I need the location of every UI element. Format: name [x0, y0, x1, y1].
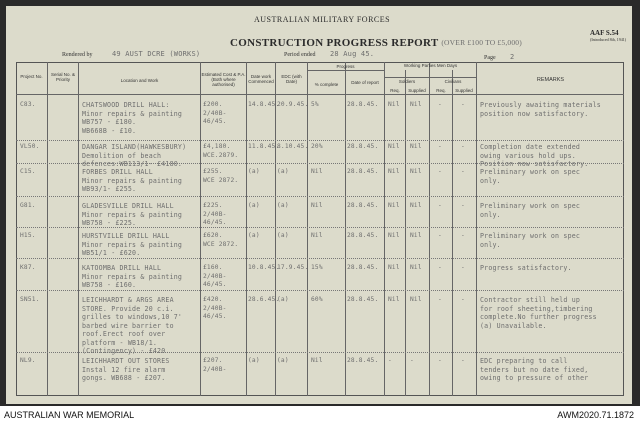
- col-header-progress: Progress: [336, 64, 355, 69]
- col-header-edc: EDC (with Date): [281, 74, 302, 84]
- col-header-working-parties: Working Parties Men Days: [403, 63, 458, 68]
- col-divider: [47, 62, 48, 396]
- row-separator: [16, 258, 624, 259]
- civilians-req-cell: -: [438, 264, 442, 271]
- date-of-report-cell: 28.8.45.: [347, 101, 379, 108]
- civilians-supplied-cell: -: [461, 264, 465, 271]
- col-divider: [452, 70, 453, 396]
- col-divider: [307, 62, 308, 396]
- civilians-req-cell: -: [438, 101, 442, 108]
- percent-complete-cell: Nil: [311, 232, 323, 239]
- percent-complete-cell: Nil: [311, 202, 323, 209]
- location-and-work-cell: GLADESVILLE DRILL HALL Minor repairs & painting WB758 - £225.: [82, 202, 183, 227]
- estimate-cell: £207. 2/40B-: [203, 357, 227, 373]
- civilians-req-cell: -: [438, 296, 442, 303]
- rendered-by-value: 49 AUST DCRE (WORKS): [112, 50, 201, 58]
- estimate-cell: £160. 2/40B- 46/45.: [203, 264, 227, 288]
- date-of-report-cell: 28.8.45.: [347, 357, 379, 364]
- location-and-work-cell: KATOOMBA DRILL HALL Minor repairs & painting WB758 - £160.: [82, 264, 183, 289]
- remarks-cell: Previously awaiting materials position now satisfactory.: [480, 101, 601, 118]
- rendered-by-label: Rendered by: [62, 52, 93, 58]
- edc-cell: (a): [277, 357, 289, 364]
- col-divider: [429, 62, 430, 396]
- date-commenced-cell: 14.8.45.: [248, 101, 280, 108]
- remarks-cell: Completion date extended owing various hold ups. Position now satisfactory.: [480, 143, 589, 168]
- date-of-report-cell: 28.8.45.: [347, 168, 379, 175]
- header-subline: [384, 77, 476, 78]
- percent-complete-cell: 60%: [311, 296, 323, 303]
- estimate-cell: £420. 2/40B- 46/45.: [203, 296, 227, 320]
- soldiers-req-cell: Nil: [388, 168, 400, 175]
- page-value: 2: [510, 53, 515, 61]
- civilians-supplied-cell: -: [461, 143, 465, 150]
- footer-accession: AWM2020.71.1872: [557, 410, 634, 420]
- remarks-cell: Contractor still held up for roof sheeting,timbering complete.No further progress (a) Unavailable.: [480, 296, 597, 330]
- civilians-req-cell: -: [438, 357, 442, 364]
- date-commenced-cell: (a): [248, 168, 260, 175]
- soldiers-supplied-cell: Nil: [410, 264, 422, 271]
- col-header-soldiers-supplied: Supplied: [408, 88, 426, 93]
- date-commenced-cell: 28.6.45.: [248, 296, 280, 303]
- report-title: CONSTRUCTION PROGRESS REPORT (OVER £100 TO £5,000): [230, 37, 522, 49]
- estimate-cell: £255. WCE 2872.: [203, 168, 239, 184]
- row-separator: [16, 140, 624, 141]
- soldiers-req-cell: Nil: [388, 264, 400, 271]
- soldiers-req-cell: Nil: [388, 296, 400, 303]
- project-no-cell: SN51.: [20, 296, 40, 303]
- form-intro: (Introduced 8th, 1941): [590, 37, 627, 42]
- location-and-work-cell: DANGAR ISLAND(HAWKESBURY) Demolition of beach defences:WB113/1- £4180.: [82, 143, 187, 168]
- col-header-civilians-supplied: Supplied: [455, 88, 473, 93]
- remarks-cell: Preliminary work on spec only.: [480, 168, 581, 185]
- project-no-cell: C15.: [20, 168, 36, 175]
- col-header-date-report: Date of report: [351, 80, 379, 85]
- col-header-civilians-req: Req.: [436, 88, 446, 93]
- project-no-cell: K87.: [20, 264, 36, 271]
- soldiers-supplied-cell: Nil: [410, 296, 422, 303]
- date-of-report-cell: 28.8.45.: [347, 264, 379, 271]
- estimate-cell: £620. WCE 2872.: [203, 232, 239, 248]
- civilians-supplied-cell: -: [461, 202, 465, 209]
- date-commenced-cell: (a): [248, 232, 260, 239]
- project-no-cell: NL9.: [20, 357, 36, 364]
- location-and-work-cell: LEICHHARDT & ARGS AREA STORE. Provide 20 c.i. grilles to windows,10 7' barbed wire barrier to roof.Erect roof over platform - WB18/1. (Contingency) - £420.: [82, 296, 183, 355]
- header-subline: [307, 70, 384, 71]
- organisation-heading: AUSTRALIAN MILITARY FORCES: [254, 15, 391, 24]
- date-of-report-cell: 28.8.45.: [347, 202, 379, 209]
- percent-complete-cell: 5%: [311, 101, 319, 108]
- col-header-remarks: REMARKS: [536, 77, 565, 83]
- period-value: 28 Aug 45.: [330, 50, 375, 58]
- remarks-cell: EDC preparing to call tenders but no date fixed, owing to pressure of other: [480, 357, 589, 382]
- soldiers-supplied-cell: -: [410, 357, 414, 364]
- period-label: Period ended: [284, 52, 316, 58]
- col-header-project: Project No.: [20, 74, 43, 79]
- page-label: Page: [484, 55, 496, 61]
- location-and-work-cell: CHATSWOOD DRILL HALL: Minor repairs & painting WB757 - £180. WB668B - £10.: [82, 101, 183, 135]
- date-commenced-cell: 10.8.45.: [248, 264, 280, 271]
- project-no-cell: H15.: [20, 232, 36, 239]
- percent-complete-cell: Nil: [311, 357, 323, 364]
- estimate-cell: £200. 2/40B- 46/45.: [203, 101, 227, 125]
- civilians-supplied-cell: -: [461, 101, 465, 108]
- civilians-req-cell: -: [438, 232, 442, 239]
- row-separator: [16, 196, 624, 197]
- civilians-req-cell: -: [438, 143, 442, 150]
- remarks-cell: Preliminary work on spec only.: [480, 232, 581, 249]
- col-header-location: Location and Work: [120, 78, 159, 83]
- col-divider: [405, 70, 406, 396]
- project-no-cell: G81.: [20, 202, 36, 209]
- soldiers-supplied-cell: Nil: [410, 168, 422, 175]
- soldiers-supplied-cell: Nil: [410, 202, 422, 209]
- col-divider: [345, 62, 346, 396]
- remarks-cell: Progress satisfactory.: [480, 264, 572, 272]
- col-header-soldiers: Soldiers: [398, 79, 416, 84]
- date-commenced-cell: 11.8.45.: [248, 143, 280, 150]
- soldiers-supplied-cell: Nil: [410, 232, 422, 239]
- soldiers-req-cell: Nil: [388, 232, 400, 239]
- date-of-report-cell: 28.8.45.: [347, 232, 379, 239]
- col-divider: [246, 62, 247, 396]
- col-divider: [476, 62, 477, 396]
- date-commenced-cell: (a): [248, 357, 260, 364]
- civilians-supplied-cell: -: [461, 232, 465, 239]
- civilians-supplied-cell: -: [461, 296, 465, 303]
- percent-complete-cell: 15%: [311, 264, 323, 271]
- edc-cell: 17.9.45.: [277, 264, 309, 271]
- percent-complete-cell: Nil: [311, 168, 323, 175]
- edc-cell: 8.10.45.: [277, 143, 309, 150]
- edc-cell: 20.9.45.: [277, 101, 309, 108]
- civilians-req-cell: -: [438, 202, 442, 209]
- col-header-pct: % complete: [314, 82, 339, 87]
- percent-complete-cell: 20%: [311, 143, 323, 150]
- location-and-work-cell: FORBES DRILL HALL Minor repairs & painting WB93/1- £255.: [82, 168, 183, 193]
- remarks-cell: Preliminary work on spec only.: [480, 202, 581, 219]
- col-divider: [275, 62, 276, 396]
- col-header-soldiers-req: Req.: [390, 88, 400, 93]
- location-and-work-cell: LEICHHARDT OUT STORES Instal 12 fire alarm gongs. WB688 - £207.: [82, 357, 170, 382]
- edc-cell: (a): [277, 168, 289, 175]
- report-scope: (OVER £100 TO £5,000): [441, 38, 522, 47]
- estimate-cell: £225. 2/40B- 46/45.: [203, 202, 227, 226]
- soldiers-req-cell: Nil: [388, 202, 400, 209]
- edc-cell: (a): [277, 202, 289, 209]
- project-no-cell: VL50.: [20, 143, 40, 150]
- col-divider: [384, 62, 385, 396]
- col-header-date-work: Date work Commenced: [248, 74, 274, 84]
- date-of-report-cell: 28.8.45.: [347, 296, 379, 303]
- col-header-civilians: Civilians: [444, 79, 462, 84]
- footer-institution: AUSTRALIAN WAR MEMORIAL: [4, 410, 135, 420]
- location-and-work-cell: HURSTVILLE DRILL HALL Minor repairs & painting WB51/1 - £620.: [82, 232, 183, 257]
- edc-cell: (a): [277, 232, 289, 239]
- col-divider: [200, 62, 201, 396]
- col-divider: [78, 62, 79, 396]
- date-commenced-cell: (a): [248, 202, 260, 209]
- civilians-supplied-cell: -: [461, 357, 465, 364]
- header-baseline: [16, 94, 624, 95]
- civilians-req-cell: -: [438, 168, 442, 175]
- col-header-estimate: Estimated Cost & P.A. (Both where authorised): [201, 72, 246, 87]
- soldiers-req-cell: Nil: [388, 143, 400, 150]
- soldiers-supplied-cell: Nil: [410, 101, 422, 108]
- soldiers-supplied-cell: Nil: [410, 143, 422, 150]
- col-header-serial: Serial No. & Priority: [50, 72, 75, 82]
- civilians-supplied-cell: -: [461, 168, 465, 175]
- estimate-cell: £4,180. WCE.2879.: [203, 143, 239, 159]
- date-of-report-cell: 28.8.45.: [347, 143, 379, 150]
- soldiers-req-cell: -: [388, 357, 392, 364]
- row-separator: [16, 290, 624, 291]
- soldiers-req-cell: Nil: [388, 101, 400, 108]
- project-no-cell: C83.: [20, 101, 36, 108]
- edc-cell: (a): [277, 296, 289, 303]
- form-number: AAF S.54: [590, 29, 619, 37]
